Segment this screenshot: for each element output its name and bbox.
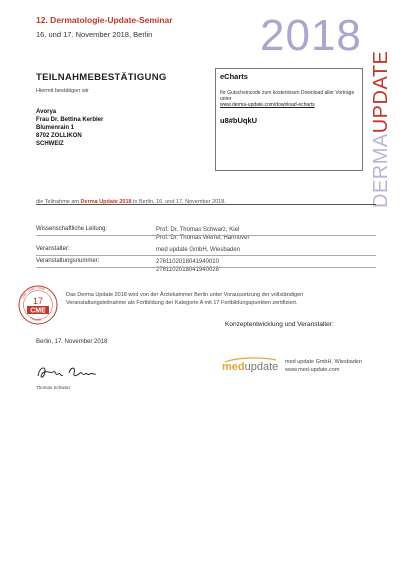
accreditation-text: Das Derma Update 2018 wird von der Ärztekammer Berlin unter Voraussetzung der vollständigen Veranstaltungsteilnahme als Fortbildung der Kategorie A mit 17 Fortbildungspunkten zertifiziert. bbox=[66, 292, 304, 306]
brand-part-update: UPDATE bbox=[370, 50, 392, 134]
logo-med: med bbox=[222, 361, 245, 373]
info-divider bbox=[36, 235, 376, 236]
logo-update: update bbox=[244, 361, 279, 373]
cme-points: 17 bbox=[32, 296, 44, 306]
voucher-text: Ihr Gutscheincode zum kostenlosen Download aller Vorträge unter bbox=[220, 90, 355, 102]
scientific-lead-2: Prof. Dr. Thomas Werfel, Hannover bbox=[156, 235, 250, 241]
derma-update-vertical-brand bbox=[368, 18, 394, 208]
voucher-download-link[interactable]: www.derma-update.com/download-echarts bbox=[220, 102, 315, 108]
event-number-label: Veranstaltungsnummer: bbox=[36, 258, 100, 264]
cme-ring-top: CME • CME • CME bbox=[20, 285, 46, 300]
voucher-code: u8#bUqkU bbox=[220, 116, 258, 125]
participant-line: SCHWEIZ bbox=[36, 141, 64, 147]
cme-ring-bottom: PUNKTE bbox=[29, 315, 42, 323]
organization-address bbox=[285, 359, 362, 374]
handwritten-signature bbox=[36, 362, 106, 384]
scientific-lead-values bbox=[156, 226, 249, 242]
info-divider bbox=[36, 267, 376, 268]
brand-part-derma: DERMA bbox=[370, 133, 392, 208]
medupdate-logo bbox=[222, 361, 278, 373]
organizer-value: med update GmbH, Wiesbaden bbox=[156, 247, 241, 253]
participant-line: 8702 ZOLLIKON bbox=[36, 133, 82, 139]
scientific-lead-1: Prof. Dr. Thomas Schwarz, Kiel bbox=[156, 227, 240, 233]
signature-place-date: Berlin, 17. November 2018 bbox=[36, 339, 108, 345]
cme-badge-icon bbox=[18, 285, 58, 325]
signer-name: Thomas Schwarz bbox=[36, 385, 71, 390]
attendance-prefix: die Teilnahme am bbox=[36, 199, 80, 205]
organizer-label: Veranstalter: bbox=[36, 246, 70, 252]
seminar-title: 12. Dermatologie-Update-Seminar bbox=[36, 15, 173, 25]
voucher-box bbox=[215, 68, 363, 171]
seminar-date: 16. und 17. November 2018, Berlin bbox=[36, 30, 153, 39]
organization-address-line: med update GmbH, Wiesbaden bbox=[285, 359, 363, 365]
attendance-event: Derma Update 2018 bbox=[80, 199, 132, 205]
year-mark: 2018 bbox=[260, 11, 362, 60]
event-number-values bbox=[156, 258, 219, 274]
organization-website[interactable]: www.med-update.com bbox=[285, 366, 340, 373]
participant-line: Blumenrain 1 bbox=[36, 125, 75, 131]
participant-address bbox=[36, 108, 103, 148]
info-divider bbox=[36, 255, 376, 256]
cme-label: CME bbox=[30, 307, 46, 315]
attendance-rule bbox=[36, 204, 376, 205]
confirmation-heading: TEILNAHMEBESTÄTIGUNG bbox=[36, 72, 167, 83]
attendance-suffix: in Berlin, 16. und 17. November 2018. bbox=[133, 199, 226, 205]
event-number-2: 2761102018041940028 bbox=[156, 267, 219, 273]
organization-heading: Konzeptentwicklung und Veranstalter: bbox=[225, 321, 334, 328]
participant-line: Avorya bbox=[36, 109, 57, 115]
event-number-1: 2761102018041940010 bbox=[156, 259, 219, 265]
confirmation-intro: Hiermit bestätigen wir bbox=[36, 88, 89, 94]
participant-line: Frau Dr. Bettina Kerbler bbox=[36, 117, 104, 123]
voucher-title: eCharts bbox=[220, 72, 248, 81]
scientific-lead-label: Wissenschaftliche Leitung: bbox=[36, 226, 108, 232]
